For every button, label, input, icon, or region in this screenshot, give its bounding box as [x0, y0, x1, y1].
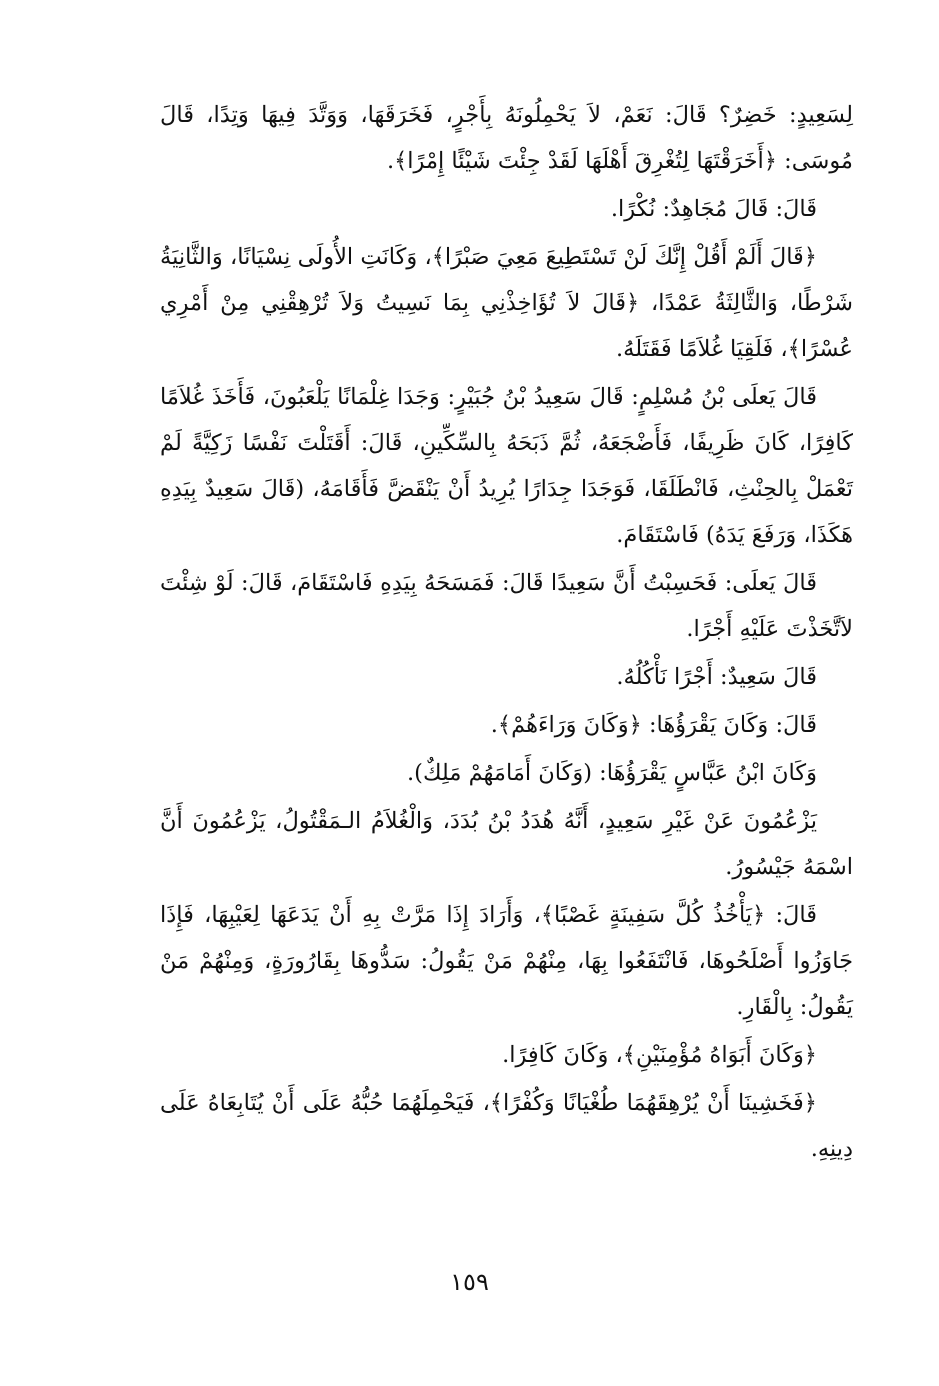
paragraph-11: ﴿وَكَانَ أَبَوَاهُ مُؤْمِنَيْنِ﴾، وَكَانَ كَافِرًا. [502, 1042, 817, 1068]
page-number: ١٥٩ [450, 1268, 489, 1296]
paragraph-4: قَالَ يَعلَى بْنُ مُسْلِمٍ: قَالَ سَعِيدُ بْنُ جُبَيْرٍ: وَجَدَا غِلْمَانًا يَلْعَبُونَ، فَأَخَذَ غُلاَمًا كَافِرًا، كَانَ ظَرِيفًا، فَأَضْجَعَهُ، ثُمَّ ذَبَحَهُ بِالسِّكِّينِ، قَالَ: أَقَتَلْتَ نَفْسًا زَكِيَّةً لَمْ تَعْمَلْ بِالحِنْثِ، فَانْطَلَقَا، فَوَجَدَا جِدَارًا يُرِيدُ أَنْ يَنْقَضَّ فَأَقَامَهُ، (قَالَ سَعِيدٌ بِيَدِهِ هَكَذَا، وَرَفَعَ يَدَهُ) فَاسْتَقَامَ. [160, 384, 853, 548]
paragraph-5: قَالَ يَعلَى: فَحَسِبْتُ أَنَّ سَعِيدًا قَالَ: فَمَسَحَهُ بِيَدِهِ فَاسْتَقَامَ، قَالَ: لَوْ شِئْتَ لاَتَّخَذْتَ عَلَيْهِ أَجْرًا. [160, 570, 853, 642]
paragraph-9: يَزْعُمُونَ عَنْ غَيْرِ سَعِيدٍ، أَنَّهُ هُدَدُ بْنُ بُدَدَ، وَالْغُلاَمُ الـمَقْتُولُ، يَزْعُمُونَ أَنَّ اسْمَهُ جَيْسُورُ. [160, 808, 853, 880]
paragraph-3: ﴿قَالَ أَلَمْ أَقُلْ إِنَّكَ لَنْ تَسْتَطِيعَ مَعِيَ صَبْرًا﴾، وَكَانَتِ الأُولَى نِسْيَانًا، وَالثَّانِيَةُ شَرْطًا، وَالثَّالِثَةُ عَمْدًا، ﴿قَالَ لاَ تُؤَاخِذْنِي بِمَا نَسِيتُ وَلاَ تُرْهِقْنِي مِنْ أَمْرِي عُسْرًا﴾، فَلَقِيَا غُلاَمًا فَقَتَلَهُ. [160, 244, 853, 362]
paragraph-7: قَالَ: وَكَانَ يَقْرَؤُهَا: ﴿وَكَانَ وَرَاءَهُمْ﴾. [490, 712, 817, 738]
paragraph-8: وَكَانَ ابْنُ عَبَّاسٍ يَقْرَؤُهَا: (وَكَانَ أَمَامَهُمْ مَلِكٌ). [407, 760, 817, 786]
paragraph-6: قَالَ سَعِيدٌ: أَجْرًا نَأْكُلُهُ. [616, 664, 817, 690]
paragraph-10: قَالَ: ﴿يَأْخُذُ كُلَّ سَفِينَةٍ غَصْبًا﴾، وَأَرَادَ إِذَا مَرَّتْ بِهِ أَنْ يَدَعَهَا لِعَيْبِهَا، فَإِذَا جَاوَزُوا أَصْلَحُوهَا، فَانْتَفَعُوا بِهَا، مِنْهُمْ مَنْ يَقُولُ: سَدُّوهَا بِقَارُورَةٍ، وَمِنْهُمْ مَنْ يَقُولُ: بِالْقَارِ. [160, 902, 853, 1020]
paragraph-2: قَالَ: قَالَ مُجَاهِدٌ: نُكْرًا. [610, 196, 817, 222]
paragraph-12: ﴿فَخَشِينَا أَنْ يُرْهِقَهُمَا طُغْيَانًا وَكُفْرًا﴾، فَيَحْمِلَهُمَا حُبُّهُ عَلَى أَنْ يُتَابِعَاهُ عَلَى دِينِهِ. [160, 1090, 853, 1162]
page-body [160, 92, 853, 1174]
paragraph-1: لِسَعِيدٍ: خَضِرٌ؟ قَالَ: نَعَمْ، لاَ يَحْمِلُونَهُ بِأَجْرٍ، فَخَرَقَهَا، وَوَتَّدَ فِيهَا وَتِدًا، قَالَ مُوسَى: ﴿أَخَرَقْتَهَا لِتُغْرِقَ أَهْلَهَا لَقَدْ جِئْتَ شَيْئًا إِمْرًا﴾. [160, 102, 853, 174]
